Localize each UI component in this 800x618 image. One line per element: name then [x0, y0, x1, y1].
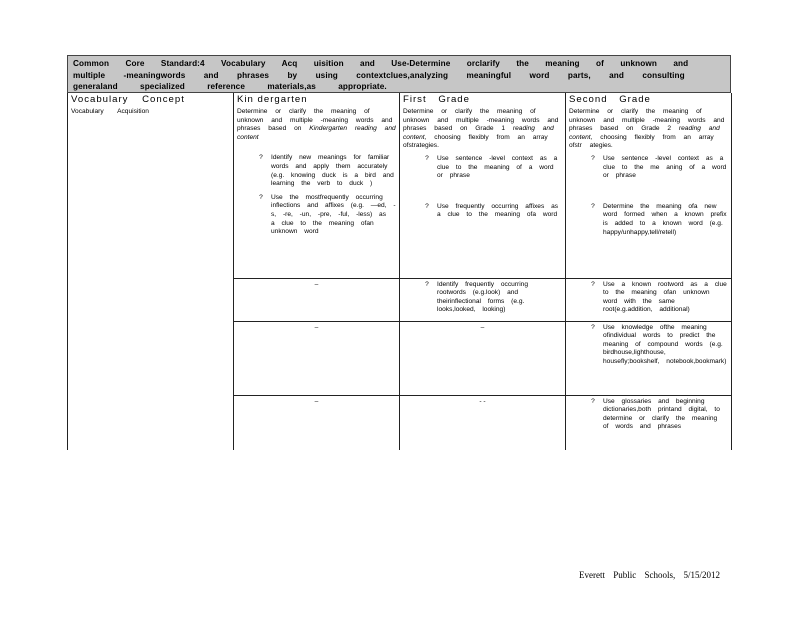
- intro-text: Determine or clarify the meaning of unknown and multiple -meaning words and phrases based on Grade 2: [569, 108, 725, 133]
- list-item-text: Use frequently occurring affixes as a clue to the meaning ofa word: [437, 202, 559, 219]
- list-item-text: Use sentence -level context as a clue to the me aning of a word or phrase: [603, 154, 727, 180]
- intro-emphasis: reading and content,: [403, 125, 554, 141]
- empty-dash: –: [314, 280, 319, 288]
- second-grade-intro: [569, 108, 728, 151]
- concept-column: [68, 93, 234, 450]
- concept-heading: Vocabulary Concept: [71, 94, 185, 105]
- list-item-text: Use knowledge ofthe meaning ofindividual words to predict the meaning of compound words (e.g. birdhouse,lighthouse, housefly;bookshelf, notebook,bookmark): [603, 323, 727, 365]
- standards-sheet: [67, 55, 731, 450]
- empty-dash: –: [480, 323, 485, 331]
- intro-text: Determine or clarify the meaning of unknown and multiple -meaning words and phrases based on Grade 1: [403, 108, 559, 133]
- kindergarten-cell: [234, 93, 400, 278]
- list-item: [237, 154, 396, 188]
- bullet-marker: ?: [425, 280, 429, 288]
- list-item-text: Use glossaries and beginning dictionaries,both printand digital, to determine or clarify the meaning of words and phrases: [603, 397, 720, 431]
- concept-subheading: Vocabulary Acquisition: [71, 108, 149, 115]
- bullet-marker: ?: [425, 154, 429, 162]
- kindergarten-cell: [234, 321, 400, 395]
- first-grade-cell: [400, 93, 566, 278]
- bullet-marker: ?: [591, 280, 595, 288]
- empty-dash: –: [314, 323, 319, 331]
- list-item-text: Determine the meaning ofa new word formed when a known prefix is added to a known word (e.g. happy/unhappy,tell/retell): [603, 202, 727, 236]
- first-grade-heading: First Grade: [403, 94, 470, 105]
- empty-dash: –: [314, 397, 319, 405]
- list-item: [403, 281, 562, 315]
- standards-table: [67, 93, 732, 450]
- list-item: [569, 324, 728, 367]
- bullet-marker: ?: [591, 154, 595, 162]
- list-item: [237, 194, 396, 237]
- standard-banner: [67, 55, 731, 93]
- first-grade-cell: [400, 278, 566, 321]
- intro-emphasis: Kindergarten reading and content: [237, 125, 396, 141]
- list-item-text: Use a known rootword as a clue to the meaning ofan unknown word with the same root(e.g.addition, additional): [603, 280, 727, 314]
- intro-text: Determine or clarify the meaning of unknown and multiple -meaning words and phrases based on: [237, 108, 393, 133]
- list-item-text: Use sentence -level context as a clue to the meaning of a word or phrase: [437, 154, 558, 180]
- table-row: [68, 93, 732, 278]
- list-item: [403, 155, 562, 181]
- banner-line-2: multiple -meaningwords and phrases by using contextclues,analyzing meaningful word parts, and consulting: [73, 70, 685, 80]
- first-grade-cell: [400, 395, 566, 450]
- bullet-marker: ?: [259, 154, 263, 162]
- bullet-marker: ?: [591, 397, 595, 405]
- kindergarten-heading: Kin dergarten: [237, 94, 308, 105]
- first-grade-intro: [403, 108, 562, 151]
- kindergarten-cell: [234, 278, 400, 321]
- second-grade-cell: [566, 321, 732, 395]
- intro-text: choosing flexibly from an array ofstrategies.: [403, 133, 548, 150]
- list-item-text: Identify frequently occurring rootwords (e.g.look) and theirinflectional forms (e.g. looks,looked, looking): [437, 280, 528, 314]
- intro-text: choosing flexibly from an array ofstr ategies.: [569, 133, 714, 150]
- list-item-text: Identify new meanings for familiar words and apply them accurately (e.g. knowing duck is a bird and learning the verb to duck ): [271, 154, 394, 188]
- kindergarten-cell: [234, 395, 400, 450]
- intro-emphasis: reading and content,: [569, 125, 720, 141]
- list-item: [569, 203, 728, 237]
- list-item-text: Use the mostfrequently occurring inflections and affixes (e.g. —ed, -s, -re, -un, -pre, -ful, -less) as a clue to the meaning ofan unknown word: [271, 193, 396, 236]
- page-footer: Everett Public Schools, 5/15/2012: [579, 570, 720, 580]
- empty-dash: - -: [479, 397, 486, 405]
- bullet-marker: ?: [259, 193, 263, 201]
- second-grade-cell: [566, 278, 732, 321]
- banner-line-3: generaland specialized reference materials,as appropriate.: [73, 82, 387, 91]
- bullet-marker: ?: [425, 202, 429, 210]
- list-item: [569, 281, 728, 315]
- second-grade-cell: [566, 93, 732, 278]
- second-grade-heading: Second Grade: [569, 94, 651, 105]
- list-item: [569, 155, 728, 181]
- bullet-marker: ?: [591, 202, 595, 210]
- banner-line-1: Common Core Standard:4 Vocabulary Acq uisition and Use-Determine orclarify the meaning of unknown and: [73, 59, 689, 68]
- list-item: [403, 203, 562, 220]
- first-grade-cell: [400, 321, 566, 395]
- list-item: [569, 398, 728, 432]
- bullet-marker: ?: [591, 323, 595, 331]
- second-grade-cell: [566, 395, 732, 450]
- kindergarten-intro: [237, 108, 396, 142]
